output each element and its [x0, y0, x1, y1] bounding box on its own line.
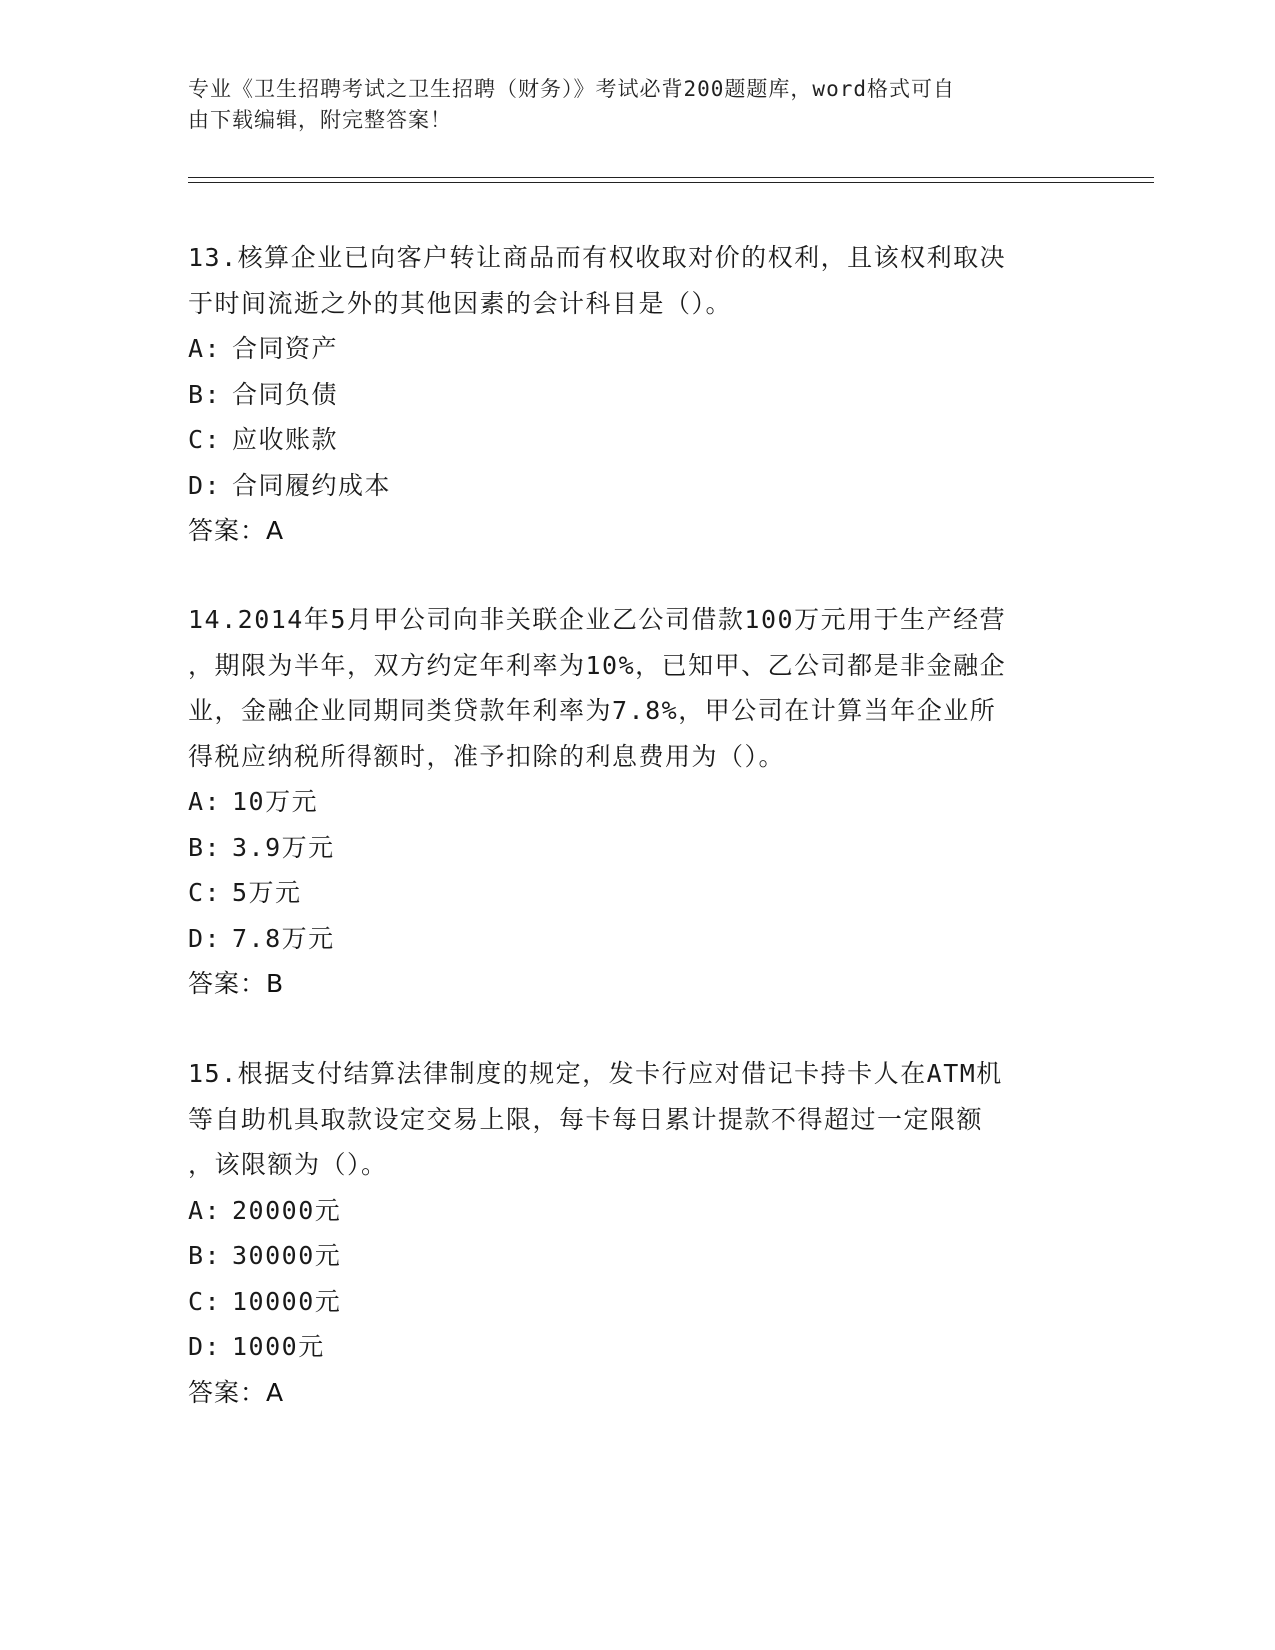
- option-letter: A:: [188, 787, 222, 816]
- option-a: [188, 1188, 1088, 1234]
- option-letter: A:: [188, 1195, 222, 1225]
- question-stem-line: 于时间流逝之外的其他因素的会计科目是（）。: [188, 288, 733, 318]
- question-stem-line: ，该限额为（）。: [188, 1150, 388, 1179]
- option-letter: D:: [188, 923, 222, 953]
- header-line-2: 由下载编辑，附完整答案！: [188, 108, 452, 132]
- document-header: [188, 74, 1068, 136]
- option-letter: B:: [188, 379, 222, 409]
- option-text: 合同负债: [232, 379, 339, 409]
- option-d: [188, 463, 1088, 509]
- header-line-1: 专业《卫生招聘考试之卫生招聘（财务）》考试必背200题题库，word格式可自: [188, 77, 955, 101]
- question-stem-line: 14.2014年5月甲公司向非关联企业乙公司借款100万元用于生产经营: [188, 605, 1007, 634]
- header-divider-top: [188, 177, 1154, 178]
- question-13: [188, 235, 1088, 554]
- option-text: 20000元: [232, 1195, 342, 1225]
- option-b: [188, 372, 1088, 418]
- answer-line: 答案：A: [188, 1377, 285, 1407]
- question-stem-line: 业，金融企业同期同类贷款年利率为7.8%，甲公司在计算当年企业所: [188, 696, 997, 725]
- option-c: [188, 870, 1088, 916]
- option-letter: D:: [188, 1332, 222, 1361]
- option-letter: C:: [188, 425, 222, 454]
- question-stem-line: 等自助机具取款设定交易上限，每卡每日累计提款不得超过一定限额: [188, 1104, 984, 1134]
- option-text: 合同履约成本: [232, 470, 392, 500]
- option-c: [188, 1279, 1088, 1325]
- option-text: 3.9万元: [232, 832, 335, 862]
- option-b: [188, 1233, 1088, 1279]
- option-letter: C:: [188, 878, 222, 907]
- option-text: 合同资产: [232, 334, 339, 363]
- option-letter: B:: [188, 1241, 222, 1270]
- option-text: 30000元: [232, 1241, 342, 1270]
- option-a: [188, 779, 1088, 825]
- option-letter: D:: [188, 470, 222, 500]
- question-stem-line: 13.核算企业已向客户转让商品而有权收取对价的权利，且该权利取决: [188, 243, 1007, 272]
- option-d: [188, 1324, 1088, 1370]
- option-text: 10万元: [232, 787, 319, 816]
- option-d: [188, 916, 1088, 962]
- answer-line: 答案：B: [188, 969, 285, 998]
- option-letter: A:: [188, 334, 222, 363]
- question-stem-line: 得税应纳税所得额时，准予扣除的利息费用为（）。: [188, 741, 786, 771]
- option-text: 1000元: [232, 1332, 325, 1361]
- option-text: 5万元: [232, 878, 302, 907]
- question-stem-line: 15.根据支付结算法律制度的规定，发卡行应对借记卡持卡人在ATM机: [188, 1059, 1003, 1088]
- option-a: [188, 326, 1088, 372]
- header-divider-bottom: [188, 182, 1154, 183]
- option-letter: C:: [188, 1286, 222, 1316]
- option-b: [188, 825, 1088, 871]
- question-15: [188, 1051, 1088, 1415]
- option-text: 10000元: [232, 1286, 342, 1316]
- option-text: 7.8万元: [232, 923, 335, 953]
- option-c: [188, 417, 1088, 463]
- question-stem-line: ，期限为半年，双方约定年利率为10%，已知甲、乙公司都是非金融企: [188, 650, 1007, 680]
- option-text: 应收账款: [232, 425, 339, 454]
- question-14: [188, 597, 1088, 1007]
- option-letter: B:: [188, 832, 222, 862]
- answer-line: 答案：A: [188, 516, 285, 545]
